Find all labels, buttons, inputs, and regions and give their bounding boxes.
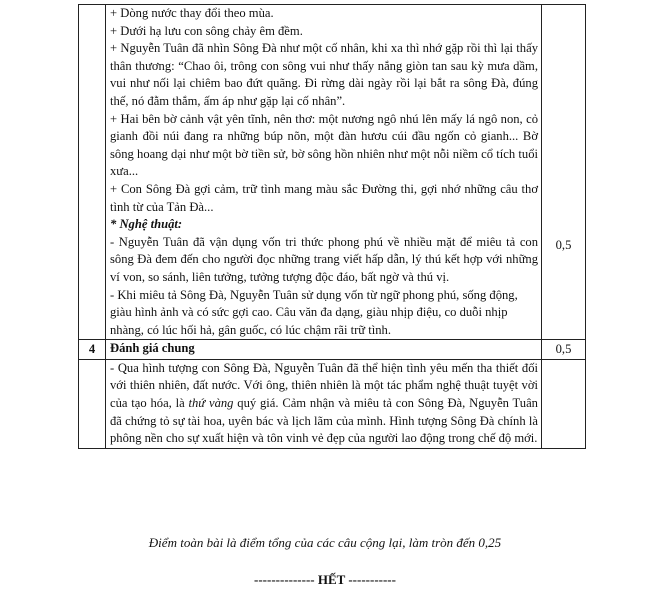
row-content-cell xyxy=(106,359,542,448)
row-content-cell xyxy=(106,340,542,360)
text-run: quý giá. Cảm nhận và miêu tả con Sông Đà, Nguyễn Tuân đã chứng tỏ sự tài hoa, uyên bác và lịch lãm của mình. Hình tượng Sông Đà chính là phông nền cho sự xuất hiện và tôn vinh vẻ đẹp của người lao động trong chế độ mới. xyxy=(110,396,538,446)
table-row xyxy=(79,5,586,340)
content-paragraph: + Con Sông Đà gợi cảm, trữ tình mang màu sắc Đường thi, gợi nhớ những câu thơ tình từ của Tản Đà... xyxy=(110,181,538,214)
content-paragraph: + Dưới hạ lưu con sông chảy êm đềm. xyxy=(110,23,303,38)
content-paragraph: + Nguyễn Tuân đã nhìn Sông Đà như một cố nhân, khi xa thì nhớ gặp rồi thì lại thấy thân thương: “Chao ôi, trông con sông vui như thấy nắng giòn tan sau kỳ mưa dầm, vui như nối lại chiêm bao đứt quãng. Đi rừng dài ngày rồi lại bắt ra sông Đà, đúng thế, nó đằm thắm, ấm áp như gặp lại cố nhân”. xyxy=(110,41,538,108)
content-paragraph xyxy=(110,360,538,448)
art-section-heading: * Nghệ thuật: xyxy=(110,217,183,232)
row-content-cell xyxy=(106,5,542,340)
score-value: 0,5 xyxy=(555,342,572,357)
row-number-cell xyxy=(79,5,106,340)
content-paragraph: - Nguyễn Tuân đã vận dụng vốn tri thức phong phú về nhiều mặt để miêu tả con sông Đà đem đến cho người đọc những trang viết hấp dẫn, lý thú kết hợp với những ví von, so sánh, liên tưởng, tưởng tượng độc đáo, bất ngờ và thú vị. xyxy=(110,234,538,284)
row-number: 4 xyxy=(88,342,96,357)
content-paragraph: + Dòng nước thay đổi theo mùa. xyxy=(110,6,274,20)
content-paragraph: - Khi miêu tả Sông Đà, Nguyễn Tuân sử dụng vốn từ ngữ phong phú, sống động, giàu hình ảnh và có sức gợi cao. Câu văn đa dạng, giàu nhịp điệu, co duỗi nhịp nhàng, có lúc hối hả, gân guốc, có lúc chậm rãi trữ tình. xyxy=(110,287,518,337)
row-score-cell xyxy=(542,5,586,340)
table-row xyxy=(79,359,586,448)
scoring-footnote: Điểm toàn bài là điểm tổng của các câu cộng lại, làm tròn đến 0,25 xyxy=(148,535,502,550)
row-heading: Đánh giá chung xyxy=(110,341,195,356)
row-score-cell xyxy=(542,359,586,448)
content-paragraph: + Hai bên bờ cảnh vật yên tĩnh, nên thơ: một nương ngô nhú lên mấy lá ngô non, cỏ gianh đồi núi đang ra những búp nõn, một đàn hươu cúi đầu ngốn cỏ gianh... Bờ sông hoang dại như một bờ tiền sử, bờ sông hồn nhiên như một nỗi niềm cổ tích tuổi xưa... xyxy=(110,111,538,179)
row-number-cell xyxy=(79,359,106,448)
row-score-cell xyxy=(542,340,586,360)
grading-table xyxy=(78,4,586,449)
text-run: - Qua hình tượng con Sông Đà, Nguyễn Tuân đã thể hiện tình yêu mến tha thiết đối với thiên nhiên, đất nước. Với ông, thiên nhiên là một tác phẩm nghệ thuật tuyệt vời của tạo hóa, là xyxy=(110,360,538,411)
score-value: 0,5 xyxy=(555,238,572,252)
end-marker: -------------- HẾT ----------- xyxy=(254,572,396,587)
row-number-cell xyxy=(79,340,106,360)
italic-phrase: thứ vàng xyxy=(188,396,234,411)
table-row xyxy=(79,340,586,360)
